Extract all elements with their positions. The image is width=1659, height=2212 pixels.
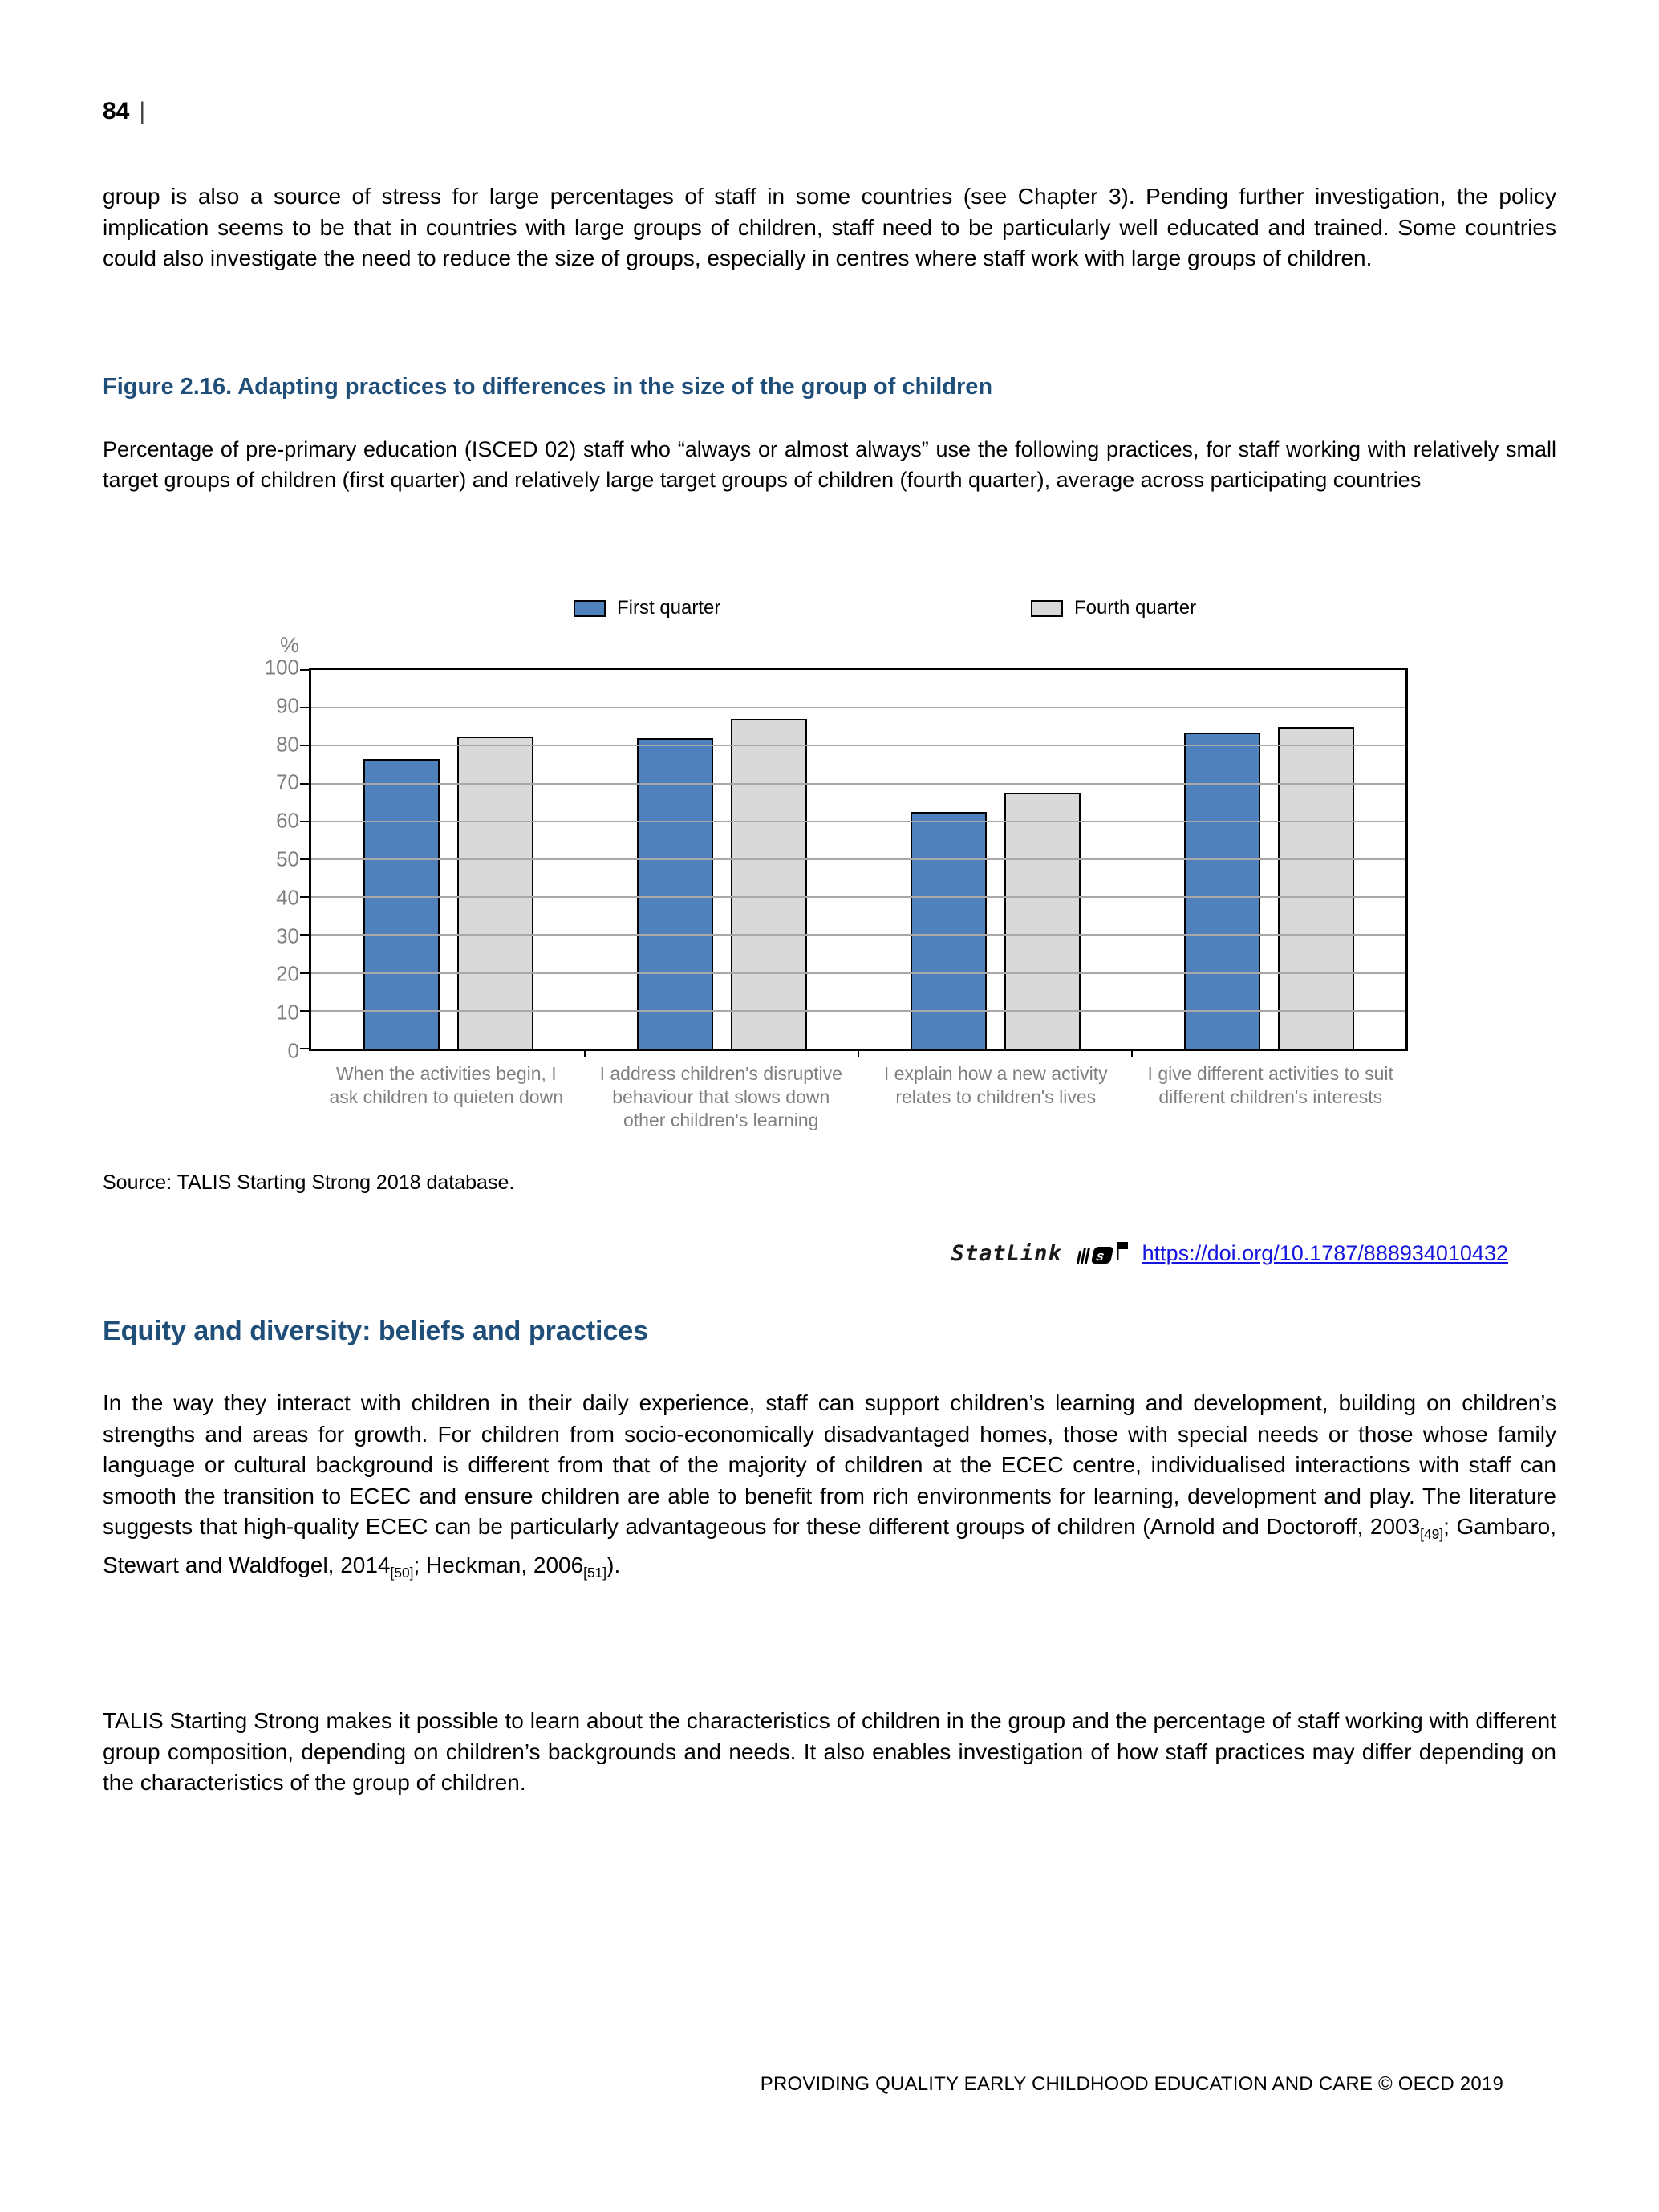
- y-axis-tick: [300, 858, 309, 860]
- gridline: [311, 745, 1405, 746]
- y-axis-tick: [300, 669, 309, 671]
- legend-swatch-fourth-quarter: [1031, 600, 1063, 617]
- bar-first-quarter: [637, 738, 713, 1049]
- gridline: [311, 1010, 1405, 1012]
- y-axis-tick-label: 100: [264, 655, 299, 680]
- x-axis-label: I give different activities to suit different children's interests: [1147, 1063, 1393, 1107]
- statlink-logo-text: StatLink: [951, 1240, 1062, 1266]
- statlink-url[interactable]: https://doi.org/10.1787/888934010432: [1142, 1240, 1508, 1265]
- text-segment: In the way they interact with children in their daily experience, staff can support children’s learning and development, building on children’s strengths and areas for growth. For children from socio-economically disadvantaged homes, those with special needs or those whose family language or cultural background is different from that of the majority of children at the ECEC centre, individualised interactions with staff can smooth the transition to ECEC and ensure children are able to benefit from rich environments for learning, development and play. The literature suggests that high-quality ECEC can be particularly advantageous for these different groups of children (Arnold and Doctoroff, 2003: [103, 1390, 1556, 1539]
- statlink-icon: [1077, 1240, 1128, 1266]
- y-axis-tick-label: 60: [276, 808, 299, 833]
- y-axis-tick: [300, 1048, 309, 1049]
- gridline: [311, 934, 1405, 936]
- intro-paragraph: group is also a source of stress for large percentages of staff in some countries (see Chapter 3). Pending further investigation, the policy implication seems to be that in countries with large groups of children, staff need to be particularly well educated and trained. Some countries could also investigate the need to reduce the size of groups, especially in centres where staff work with large groups of children.: [103, 184, 1556, 270]
- legend-swatch-first-quarter: [574, 600, 606, 617]
- y-axis-tick-label: 20: [276, 961, 299, 986]
- gridline: [311, 707, 1405, 708]
- figure-title: Figure 2.16. Adapting practices to differences in the size of the group of children: [103, 374, 993, 400]
- bar-first-quarter: [911, 812, 987, 1049]
- svg-text:s: s: [1094, 1248, 1106, 1264]
- chart-plot-area: [309, 668, 1408, 1051]
- bar-first-quarter: [363, 759, 440, 1049]
- x-axis-tick: [858, 1049, 859, 1057]
- y-axis-tick: [300, 707, 309, 708]
- y-axis-tick: [300, 1010, 309, 1012]
- bar-chart: [103, 618, 1556, 1179]
- legend-label: Fourth quarter: [1074, 597, 1197, 619]
- y-axis-tick: [300, 745, 309, 746]
- gridline: [311, 972, 1405, 974]
- y-axis-tick-label: 70: [276, 769, 299, 794]
- section-heading: Equity and diversity: beliefs and practices: [103, 1316, 649, 1346]
- y-axis-unit-label: %: [279, 633, 299, 657]
- reference-marker: [50]: [390, 1564, 414, 1581]
- page-footer: PROVIDING QUALITY EARLY CHILDHOOD EDUCATION AND CARE © OECD 2019: [760, 2073, 1503, 2095]
- legend-item-first-quarter: [574, 597, 720, 619]
- y-axis-tick: [300, 783, 309, 785]
- x-axis-tick: [1131, 1049, 1133, 1057]
- y-axis-tick-label: 0: [287, 1038, 299, 1063]
- y-axis-tick-label: 10: [276, 1000, 299, 1025]
- y-axis-tick: [300, 972, 309, 974]
- page-header: [103, 98, 1556, 125]
- figure-source: Source: TALIS Starting Strong 2018 database.: [103, 1171, 515, 1194]
- x-axis-label: When the activities begin, I ask children to quieten down: [329, 1063, 564, 1107]
- bar-fourth-quarter: [731, 719, 807, 1049]
- gridline: [311, 821, 1405, 822]
- equity-paragraph: [103, 1388, 1556, 1588]
- reference-marker: [49]: [1420, 1526, 1444, 1543]
- y-axis-tick-label: 80: [276, 732, 299, 757]
- y-axis-tick-label: 50: [276, 846, 299, 871]
- talis-paragraph: TALIS Starting Strong makes it possible to learn about the characteristics of children in the group and the percentage of staff working with different group composition, depending on children’s backgrounds and needs. It also enables investigation of how staff practices may differ depending on the characteristics of the group of children.: [103, 1708, 1556, 1795]
- y-axis-tick-label: 40: [276, 885, 299, 910]
- reference-marker: [51]: [583, 1564, 607, 1581]
- y-axis-labels: [215, 633, 299, 1063]
- bar-first-quarter: [1184, 733, 1260, 1049]
- statlink-row: [103, 1240, 1556, 1266]
- page-number: 84: [103, 98, 130, 124]
- bar-fourth-quarter: [1278, 727, 1354, 1049]
- y-axis-tick-label: 90: [276, 693, 299, 718]
- figure-subtitle: Percentage of pre-primary education (ISCED 02) staff who “always or almost always” use the following practices, for staff working with relatively small target groups of children (first quarter) and relatively large target groups of children (fourth quarter), average across participating countries: [103, 437, 1556, 492]
- y-axis-tick-label: 30: [276, 923, 299, 948]
- page-number-separator: |: [139, 98, 146, 124]
- y-axis-tick: [300, 896, 309, 898]
- text-segment: ).: [606, 1552, 621, 1577]
- legend-label: First quarter: [617, 597, 721, 619]
- legend-item-fourth-quarter: [1031, 597, 1196, 619]
- gridline: [311, 896, 1405, 898]
- x-axis-label: I address children's disruptive behaviour that slows down other children's learning: [599, 1063, 842, 1130]
- gridline: [311, 858, 1405, 860]
- x-axis-tick: [584, 1049, 586, 1057]
- x-axis-label: I explain how a new activity relates to children's lives: [883, 1063, 1108, 1107]
- y-axis-tick: [300, 934, 309, 936]
- text-segment: ; Gambaro, Stewart and Waldfogel, 2014: [103, 1514, 1556, 1577]
- gridline: [311, 783, 1405, 785]
- y-axis-tick: [300, 821, 309, 822]
- text-segment: ; Heckman, 2006: [413, 1552, 584, 1577]
- x-axis-labels: [309, 1062, 1408, 1132]
